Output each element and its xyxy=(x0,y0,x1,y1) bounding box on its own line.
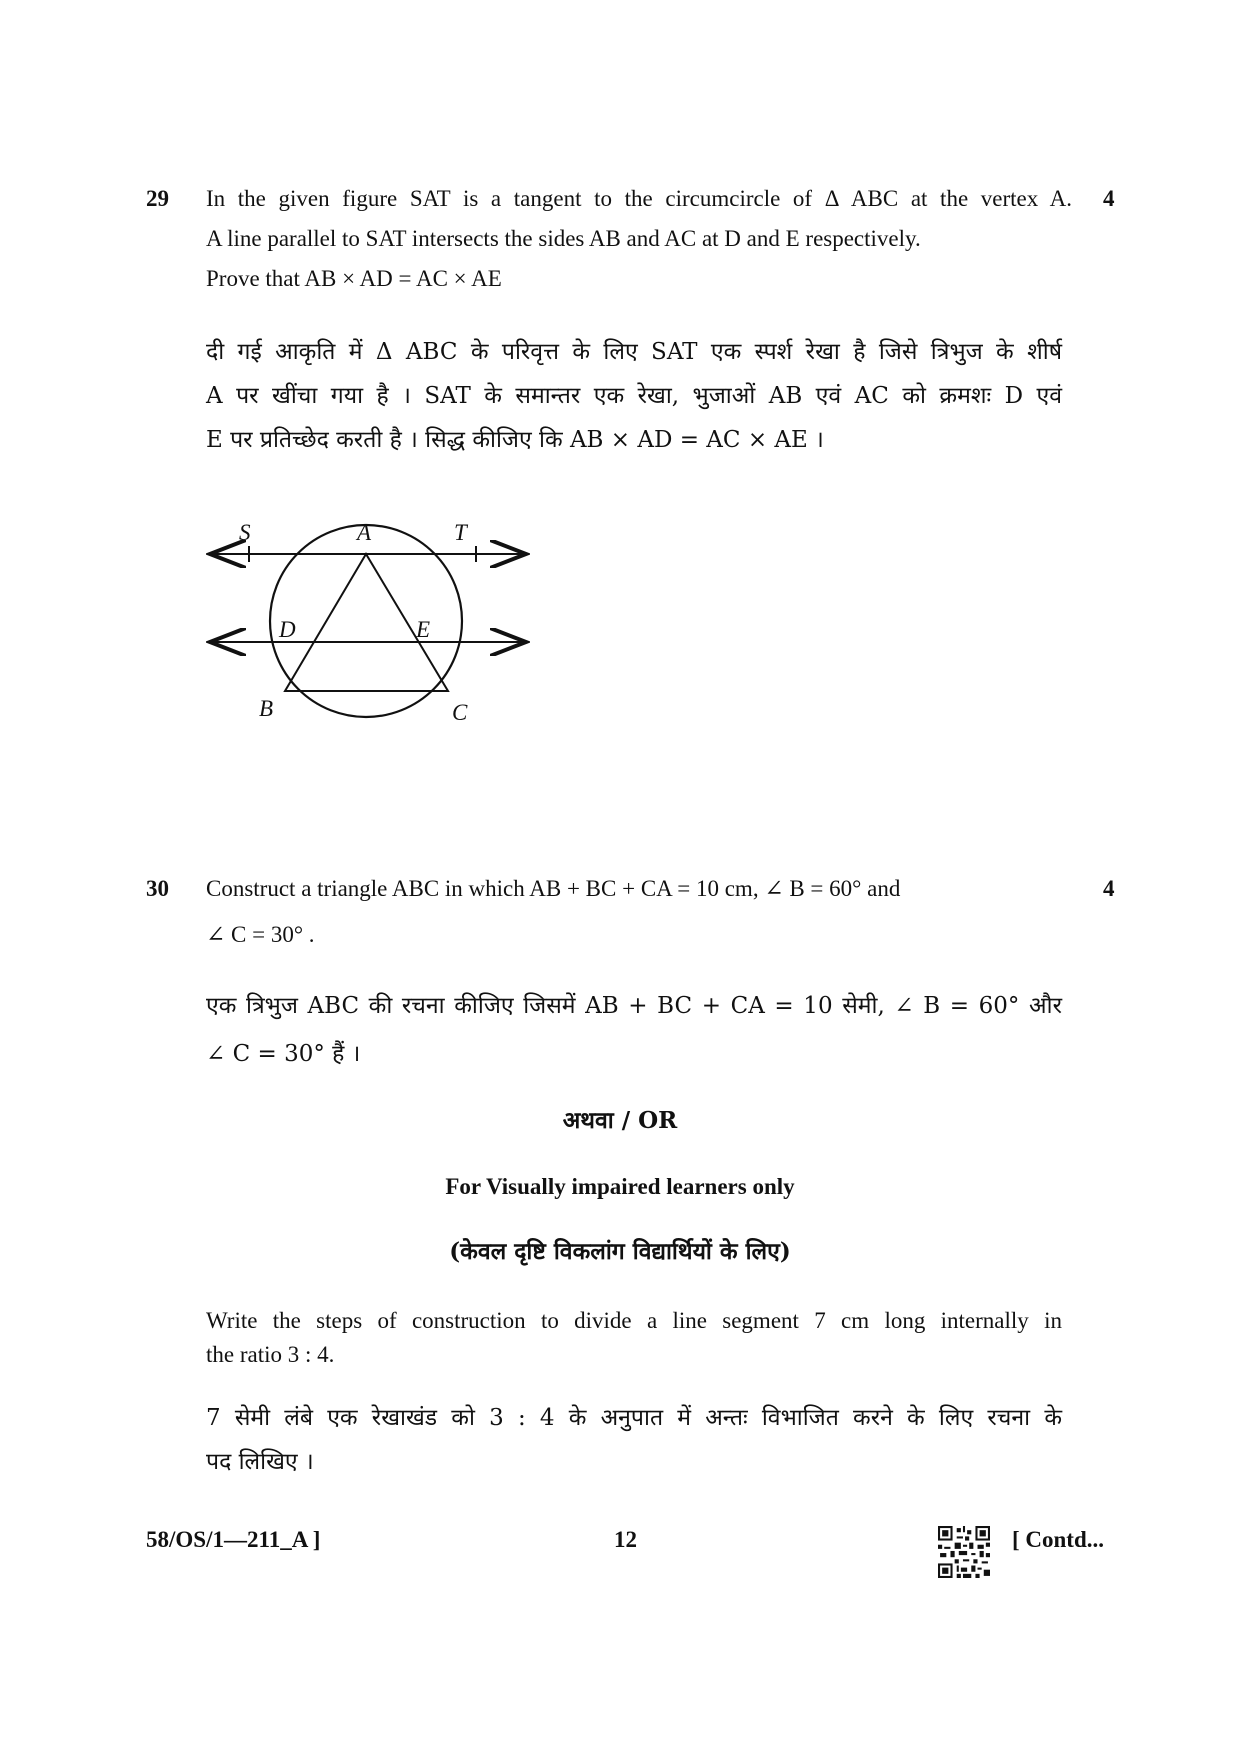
label-c: C xyxy=(452,700,468,725)
label-s: S xyxy=(239,520,251,545)
vi-heading-en: For Visually impaired learners only xyxy=(445,1174,795,1199)
page-number: 12 xyxy=(614,1527,637,1552)
vi-hi-line-2: पद लिखिए । xyxy=(206,1449,314,1475)
label-d: D xyxy=(279,617,296,642)
q29-hi-line-3: E पर प्रतिच्छेद करती है । सिद्ध कीजिए कि AB × AD = AC × AE । xyxy=(206,427,824,453)
qr-code-icon xyxy=(938,1526,990,1578)
continued-label: [ Contd... xyxy=(1012,1527,1105,1552)
question-29-number: 29 xyxy=(146,186,169,211)
or-label: अथवा / OR xyxy=(562,1107,678,1134)
question-30-number: 30 xyxy=(146,876,169,901)
q29-hi-line-2: A पर खींचा गया है । SAT के समान्तर एक रेखा, भुजाओं AB एवं AC को क्रमशः D एवं xyxy=(206,383,1062,409)
label-e: E xyxy=(416,617,431,642)
paper-code: 58/OS/1—211_A ] xyxy=(146,1527,321,1552)
vi-en-line-1: Write the steps of construction to divide a line segment 7 cm long internally in xyxy=(206,1308,1062,1333)
q30-hi-line-2: ∠ C = 30° हैं । xyxy=(206,1041,361,1067)
q29-en-line-3: Prove that AB × AD = AC × AE xyxy=(206,266,502,291)
q29-hi-line-1: दी गई आकृति में Δ ABC के परिवृत्त के लिए SAT एक स्पर्श रेखा है जिसे त्रिभुज के शीर्ष xyxy=(206,339,1062,365)
question-30-marks: 4 xyxy=(1103,876,1115,901)
q30-en-line-2: ∠ C = 30° . xyxy=(206,922,315,947)
label-b: B xyxy=(259,696,274,721)
vi-en-line-2: the ratio 3 : 4. xyxy=(206,1342,335,1367)
vi-hi-line-1: 7 सेमी लंबे एक रेखाखंड को 3 : 4 के अनुपात में अन्तः विभाजित करने के लिए रचना के xyxy=(206,1405,1062,1431)
q30-hi-line-1: एक त्रिभुज ABC की रचना कीजिए जिसमें AB + BC + CA = 10 सेमी, ∠ B = 60° और xyxy=(206,993,1062,1019)
question-29-marks: 4 xyxy=(1103,186,1115,211)
q30-en-line-1: Construct a triangle ABC in which AB + BC + CA = 10 cm, ∠ B = 60° and xyxy=(206,876,901,901)
q29-en-line-2: A line parallel to SAT intersects the sides AB and AC at D and E respectively. xyxy=(206,226,921,251)
tangent-circle-figure xyxy=(200,512,540,752)
q29-en-line-1: In the given figure SAT is a tangent to the circumcircle of Δ ABC at the vertex A. xyxy=(206,186,1072,211)
vi-heading-hi: (केवल दृष्टि विकलांग विद्यार्थियों के लिए) xyxy=(449,1238,791,1265)
label-a: A xyxy=(357,520,372,545)
label-t: T xyxy=(454,520,467,545)
